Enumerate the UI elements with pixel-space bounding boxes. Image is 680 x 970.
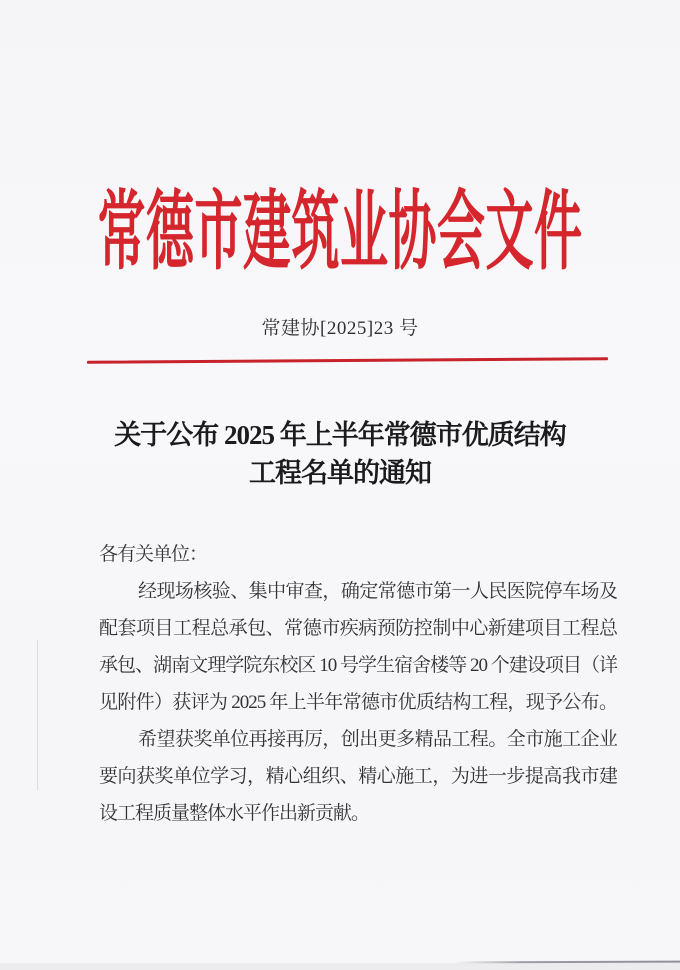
paragraph1-line3: 承包、湖南文理学院东校区 10 号学生宿舍楼等 20 个建设项目（详 <box>99 655 617 676</box>
red-divider-line <box>87 357 608 364</box>
document-reference-number: 常建协[2025]23 号 <box>261 318 419 339</box>
document-title-line2: 工程名单的通知 <box>249 457 431 488</box>
paragraph1-line4: 见附件）获评为 2025 年上半年常德市优质结构工程，现予公布。 <box>99 692 617 713</box>
letterhead-org-title: 常德市建筑业协会文件 <box>97 185 583 281</box>
document-title <box>0 417 680 492</box>
salutation-line: 各有关单位： <box>99 544 208 565</box>
paragraph1-line2: 配套项目工程总承包、常德市疾病预防控制中心新建项目工程总 <box>99 618 617 639</box>
document-body <box>99 536 617 832</box>
scan-crease-artifact <box>37 640 38 790</box>
paragraph2-line1: 希望获奖单位再接再厉，创出更多精品工程。全市施工企业 <box>138 729 617 750</box>
paragraph1-line1: 经现场核验、集中审查，确定常德市第一人民医院停车场及 <box>138 581 617 602</box>
scan-bottom-shade <box>0 963 680 970</box>
paragraph2-line3: 设工程质量整体水平作出新贡献。 <box>99 803 370 824</box>
document-title-line1: 关于公布 2025 年上半年常德市优质结构 <box>114 420 566 450</box>
paragraph2-line2: 要向获奖单位学习，精心组织、精心施工，为进一步提高我市建 <box>99 766 617 787</box>
